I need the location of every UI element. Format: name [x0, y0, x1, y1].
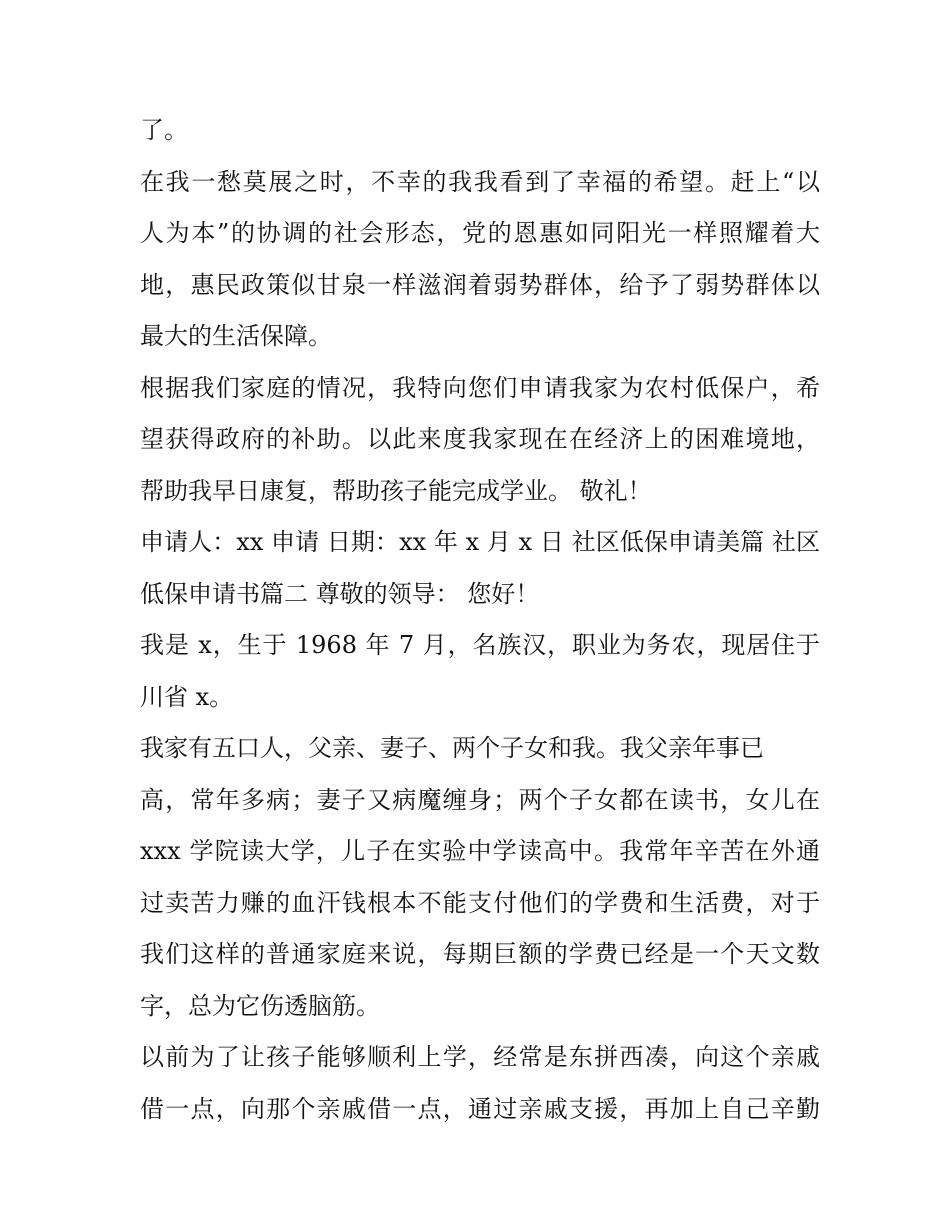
text-line: 了。	[140, 116, 188, 144]
text-line: 人为本”的协调的社会形态，党的恩惠如同阳光一样照耀着大	[140, 219, 820, 247]
text-line: 我们这样的普通家庭来说，每期巨额的学费已经是一个天文数	[140, 940, 820, 968]
text-line: 根据我们家庭的情况，我特向您们申请我家为农村低保户，希	[140, 373, 820, 402]
text-line: 以前为了让孩子能够顺利上学，经常是东拼西凑，向这个亲戚	[140, 1043, 820, 1071]
text-line: 在我一愁莫展之时，不幸的我我看到了幸福的希望。赶上“以	[140, 167, 820, 196]
text-line: 我是 x，生于 1968 年 7 月，名族汉，职业为务农，现居住于	[140, 631, 820, 659]
text-line: 字，总为它伤透脑筋。	[140, 991, 380, 1020]
text-line: 帮助我早日康复，帮助孩子能完成学业。 敬礼！	[140, 476, 652, 505]
text-line: 川省 x。	[140, 682, 234, 711]
text-line: 申请人：xx 申请 日期：xx 年 x 月 x 日 社区低保申请美篇 社区	[140, 528, 820, 556]
text-line: 过卖苦力赚的血汗钱根本不能支付他们的学费和生活费，对于	[140, 888, 820, 917]
text-line: 最大的生活保障。	[140, 322, 332, 350]
text-line: 地，惠民政策似甘泉一样滋润着弱势群体，给予了弱势群体以	[140, 270, 820, 299]
text-line: 借一点，向那个亲戚借一点，通过亲戚支援，再加上自己辛勤	[140, 1094, 820, 1123]
text-line: 我家有五口人，父亲、妻子、两个子女和我。我父亲年事已	[140, 734, 764, 762]
text-line: 低保申请书篇二 尊敬的领导： 您好！	[140, 579, 540, 608]
text-line: 高，常年多病；妻子又病魔缠身；两个子女都在读书，女儿在	[140, 785, 820, 814]
text-line: 望获得政府的补助。以此来度我家现在在经济上的困难境地，	[140, 425, 820, 453]
document-body	[140, 105, 820, 1135]
text-line: xxx 学院读大学，儿子在实验中学读高中。我常年辛苦在外通	[140, 837, 820, 865]
